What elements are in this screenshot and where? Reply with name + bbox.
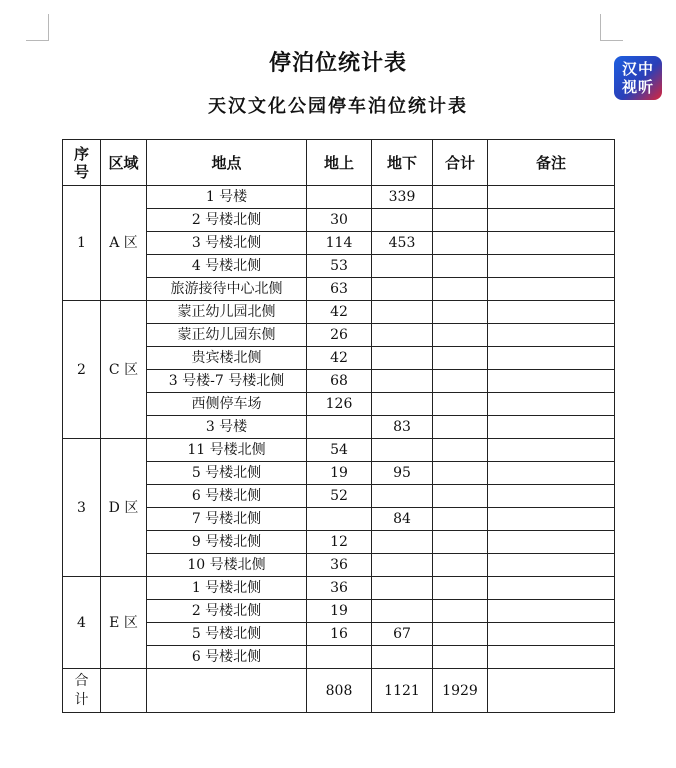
- total-cell: [433, 186, 488, 209]
- above-cell: [307, 416, 372, 439]
- total-cell: [433, 370, 488, 393]
- header-above: 地上: [307, 140, 372, 186]
- remark-cell: [488, 554, 615, 577]
- below-cell: [372, 485, 433, 508]
- location-cell: 蒙正幼儿园东侧: [147, 324, 307, 347]
- location-cell: 2 号楼北侧: [147, 600, 307, 623]
- below-cell: [372, 439, 433, 462]
- total-cell: [433, 600, 488, 623]
- page-subtitle: 天汉文化公园停车泊位统计表: [208, 96, 468, 117]
- header-seq: 序 号: [63, 140, 101, 186]
- seq-cell: 3: [63, 439, 101, 577]
- remark-cell: [488, 209, 615, 232]
- total-cell: [433, 508, 488, 531]
- total-cell: [433, 301, 488, 324]
- remark-cell: [488, 577, 615, 600]
- parking-stats-table: [62, 139, 615, 713]
- below-cell: [372, 646, 433, 669]
- total-cell: [433, 554, 488, 577]
- header-below: 地下: [372, 140, 433, 186]
- above-cell: 52: [307, 485, 372, 508]
- above-cell: 16: [307, 623, 372, 646]
- header-remark: 备注: [488, 140, 615, 186]
- total-cell: [433, 255, 488, 278]
- above-cell: [307, 646, 372, 669]
- total-cell: [433, 278, 488, 301]
- below-cell: [372, 278, 433, 301]
- location-cell: 11 号楼北侧: [147, 439, 307, 462]
- remark-cell: [488, 416, 615, 439]
- seq-cell: 1: [63, 186, 101, 301]
- below-cell: [372, 255, 433, 278]
- remark-cell: [488, 393, 615, 416]
- remark-cell: [488, 439, 615, 462]
- total-cell: [433, 439, 488, 462]
- zone-cell: E 区: [101, 577, 147, 669]
- below-cell: [372, 554, 433, 577]
- below-cell: [372, 577, 433, 600]
- zone-cell: D 区: [101, 439, 147, 577]
- above-cell: 36: [307, 577, 372, 600]
- below-cell: 339: [372, 186, 433, 209]
- remark-cell: [488, 255, 615, 278]
- location-cell: 1 号楼: [147, 186, 307, 209]
- totals-total: 1929: [433, 669, 488, 713]
- seq-cell: 4: [63, 577, 101, 669]
- above-cell: 12: [307, 531, 372, 554]
- remark-cell: [488, 370, 615, 393]
- remark-cell: [488, 232, 615, 255]
- remark-cell: [488, 600, 615, 623]
- remark-cell: [488, 508, 615, 531]
- remark-cell: [488, 462, 615, 485]
- above-cell: 114: [307, 232, 372, 255]
- location-cell: 5 号楼北侧: [147, 462, 307, 485]
- location-cell: 1 号楼北侧: [147, 577, 307, 600]
- above-cell: 30: [307, 209, 372, 232]
- remark-cell: [488, 301, 615, 324]
- above-cell: [307, 508, 372, 531]
- location-cell: 旅游接待中心北侧: [147, 278, 307, 301]
- below-cell: [372, 370, 433, 393]
- remark-cell: [488, 531, 615, 554]
- above-cell: 54: [307, 439, 372, 462]
- totals-location-cell: [147, 669, 307, 713]
- total-cell: [433, 324, 488, 347]
- remark-cell: [488, 646, 615, 669]
- below-cell: 95: [372, 462, 433, 485]
- total-cell: [433, 232, 488, 255]
- remark-cell: [488, 278, 615, 301]
- table-row: [63, 439, 615, 462]
- location-cell: 3 号楼-7 号楼北侧: [147, 370, 307, 393]
- above-cell: 36: [307, 554, 372, 577]
- above-cell: 19: [307, 600, 372, 623]
- below-cell: [372, 324, 433, 347]
- below-cell: [372, 347, 433, 370]
- totals-remark-cell: [488, 669, 615, 713]
- totals-below: 1121: [372, 669, 433, 713]
- location-cell: 7 号楼北侧: [147, 508, 307, 531]
- logo-line-2: 视听: [621, 78, 654, 96]
- remark-cell: [488, 186, 615, 209]
- table-body: [63, 186, 615, 713]
- table-row: [63, 301, 615, 324]
- location-cell: 3 号楼北侧: [147, 232, 307, 255]
- zone-cell: A 区: [101, 186, 147, 301]
- location-cell: 4 号楼北侧: [147, 255, 307, 278]
- table-row: [63, 577, 615, 600]
- total-cell: [433, 623, 488, 646]
- logo-line-1: 汉中: [621, 60, 654, 78]
- crop-mark-top-left: [26, 14, 49, 41]
- location-cell: 西侧停车场: [147, 393, 307, 416]
- location-cell: 贵宾楼北侧: [147, 347, 307, 370]
- total-cell: [433, 531, 488, 554]
- remark-cell: [488, 347, 615, 370]
- below-cell: [372, 393, 433, 416]
- below-cell: [372, 209, 433, 232]
- location-cell: 9 号楼北侧: [147, 531, 307, 554]
- below-cell: 84: [372, 508, 433, 531]
- total-cell: [433, 646, 488, 669]
- table-row: [63, 186, 615, 209]
- above-cell: 42: [307, 301, 372, 324]
- remark-cell: [488, 623, 615, 646]
- location-cell: 6 号楼北侧: [147, 646, 307, 669]
- header-zone: 区域: [101, 140, 147, 186]
- totals-label: 合 计: [63, 669, 101, 713]
- above-cell: 42: [307, 347, 372, 370]
- total-cell: [433, 209, 488, 232]
- page-title: 停泊位统计表: [268, 50, 407, 76]
- seq-cell: 2: [63, 301, 101, 439]
- above-cell: 53: [307, 255, 372, 278]
- below-cell: 453: [372, 232, 433, 255]
- above-cell: 126: [307, 393, 372, 416]
- location-cell: 6 号楼北侧: [147, 485, 307, 508]
- above-cell: 26: [307, 324, 372, 347]
- totals-above: 808: [307, 669, 372, 713]
- total-cell: [433, 393, 488, 416]
- location-cell: 蒙正幼儿园北侧: [147, 301, 307, 324]
- total-cell: [433, 347, 488, 370]
- location-cell: 2 号楼北侧: [147, 209, 307, 232]
- zone-cell: C 区: [101, 301, 147, 439]
- total-cell: [433, 577, 488, 600]
- location-cell: 3 号楼: [147, 416, 307, 439]
- below-cell: [372, 600, 433, 623]
- below-cell: [372, 531, 433, 554]
- totals-zone-cell: [101, 669, 147, 713]
- total-cell: [433, 485, 488, 508]
- above-cell: [307, 186, 372, 209]
- header-total: 合计: [433, 140, 488, 186]
- below-cell: [372, 301, 433, 324]
- above-cell: 19: [307, 462, 372, 485]
- remark-cell: [488, 324, 615, 347]
- below-cell: 83: [372, 416, 433, 439]
- location-cell: 5 号楼北侧: [147, 623, 307, 646]
- remark-cell: [488, 485, 615, 508]
- crop-mark-top-right: [600, 14, 623, 41]
- location-cell: 10 号楼北侧: [147, 554, 307, 577]
- below-cell: 67: [372, 623, 433, 646]
- header-location: 地点: [147, 140, 307, 186]
- table-header-row: [63, 140, 615, 186]
- total-cell: [433, 462, 488, 485]
- totals-row: [63, 669, 615, 713]
- above-cell: 63: [307, 278, 372, 301]
- total-cell: [433, 416, 488, 439]
- above-cell: 68: [307, 370, 372, 393]
